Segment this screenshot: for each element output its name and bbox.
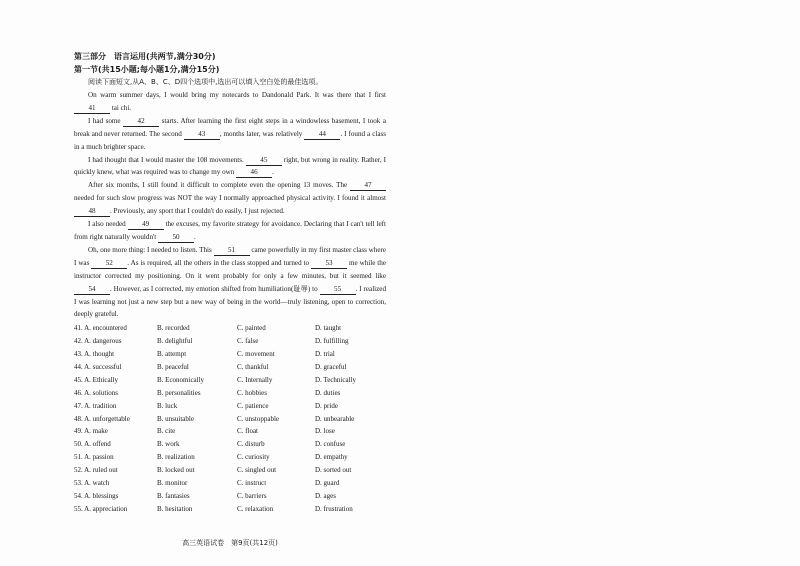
- passage-paragraph: [74, 244, 386, 321]
- blank-50: 50: [158, 232, 194, 243]
- option-choice: C. hobbies: [237, 388, 267, 397]
- option-row: [74, 413, 386, 426]
- option-choice: C. float: [237, 427, 258, 436]
- option-row: [74, 477, 386, 490]
- part-title: 第一节(共15小题;每小题1分,满分15分): [74, 65, 220, 74]
- passage-text: .: [272, 168, 274, 177]
- passage-text: On warm summer days, I would bring my notecards to Dandonald Park. It was there that I first: [88, 91, 386, 99]
- option-choice: 45. A. Ethically: [74, 375, 118, 384]
- passage-text: . I found a class in a much brighter space.: [74, 129, 386, 151]
- option-choice: B. luck: [157, 401, 178, 410]
- option-choice: 44. A. successful: [74, 362, 122, 371]
- option-row: [74, 425, 386, 438]
- passage-text: , months later, was relatively: [219, 129, 305, 138]
- blank-42: 42: [123, 116, 159, 127]
- passage-text: After six months, I still found it difficult to complete even the opening 13 moves. The: [88, 181, 350, 190]
- option-choice: D. graceful: [315, 362, 347, 371]
- option-choice: D. taught: [315, 324, 342, 333]
- option-choice: C. false: [237, 337, 259, 346]
- blank-55: 55: [320, 284, 356, 295]
- passage-text: right, but wrong in reality. Rather, I quickly knew, what was required was to change my own: [74, 155, 386, 177]
- option-choice: C. Internally: [237, 375, 273, 384]
- option-choice: B. Economically: [157, 375, 205, 384]
- blank-52: 52: [91, 258, 127, 269]
- passage-paragraph: [74, 218, 386, 244]
- option-row: [74, 503, 386, 516]
- passage-text: tai chi.: [110, 103, 132, 112]
- option-choice: D. Technically: [315, 375, 356, 384]
- option-choice: D. trial: [315, 350, 335, 359]
- option-choice: B. attempt: [157, 350, 187, 359]
- passage-paragraph: [74, 115, 386, 154]
- option-choice: C. disturb: [237, 440, 265, 449]
- blank-46: 46: [236, 167, 272, 178]
- blank-47: 47: [350, 180, 386, 191]
- option-row: [74, 387, 386, 400]
- passage: [74, 89, 386, 321]
- option-choice: C. patience: [237, 401, 269, 410]
- option-choice: B. work: [157, 440, 180, 449]
- option-choice: D. fulfilling: [315, 337, 349, 346]
- option-row: [74, 322, 386, 335]
- passage-text: .: [194, 232, 196, 241]
- option-choice: C. singled out: [237, 466, 277, 475]
- option-choice: C. curiosity: [237, 453, 270, 462]
- option-choice: B. locked out: [157, 466, 195, 475]
- option-choice: 50. A. offend: [74, 440, 111, 449]
- option-choice: 51. A. passion: [74, 453, 114, 462]
- option-choice: B. fantasies: [157, 491, 190, 500]
- option-choice: D. frustration: [315, 504, 353, 513]
- option-row: [74, 361, 386, 374]
- passage-text: came powerfully in my first master class where I was: [74, 245, 387, 267]
- option-row: [74, 374, 386, 387]
- section-title: 第三部分 语言运用(共两节,满分30分): [74, 52, 216, 61]
- option-row: [74, 400, 386, 413]
- option-choice: D. ages: [315, 491, 336, 500]
- option-choice: D. confuse: [315, 440, 346, 449]
- option-row: [74, 335, 386, 348]
- blank-49: 49: [128, 219, 164, 230]
- blank-51: 51: [214, 245, 250, 256]
- option-choice: C. instruct: [237, 479, 267, 487]
- option-choice: D. pride: [315, 401, 338, 410]
- option-choice: 49. A. make: [74, 427, 108, 436]
- option-row: [74, 438, 386, 451]
- blank-54: 54: [74, 284, 110, 295]
- blank-53: 53: [311, 258, 347, 269]
- options-list: [74, 322, 386, 515]
- option-choice: 43. A. thought: [74, 350, 115, 359]
- option-choice: B. realization: [157, 453, 195, 462]
- option-choice: B. cite: [157, 427, 176, 436]
- option-choice: 42. A. dangerous: [74, 337, 122, 346]
- option-choice: D. unbearable: [315, 414, 355, 423]
- passage-text: I had some: [88, 116, 124, 125]
- option-choice: B. delightful: [157, 337, 193, 346]
- blank-41: 41: [74, 103, 110, 114]
- option-choice: B. peaceful: [157, 362, 189, 371]
- option-choice: 52. A. ruled out: [74, 466, 118, 475]
- option-choice: D. duties: [315, 388, 341, 397]
- option-choice: D. sorted out: [315, 466, 352, 475]
- option-choice: 47. A. tradition: [74, 401, 117, 410]
- passage-text: I also needed: [88, 220, 128, 229]
- passage-text: . As is required, all the others in the class stopped and turned to: [127, 258, 312, 267]
- option-choice: 48. A. unforgettable: [74, 414, 130, 423]
- option-choice: C. movement: [237, 350, 275, 359]
- passage-text: . I realized I was learning not just a new step but a new way of being in the world—truly listening, open to correction, deeply grateful.: [74, 284, 386, 319]
- option-choice: B. unsuitable: [157, 414, 194, 423]
- option-choice: B. hesitation: [157, 504, 193, 513]
- option-choice: 55. A. appreciation: [74, 504, 128, 513]
- option-row: [74, 451, 386, 464]
- blank-44: 44: [304, 129, 340, 140]
- blank-43: 43: [184, 129, 220, 140]
- option-choice: D. guard: [315, 479, 340, 487]
- exam-sheet: [74, 50, 386, 516]
- passage-text: me while the instructor corrected my positioning. On it went probably for only a few minutes, but it seemed like: [74, 258, 386, 280]
- blank-48: 48: [74, 206, 110, 217]
- passage-paragraph: [74, 179, 386, 218]
- option-row: [74, 348, 386, 361]
- option-choice: B. monitor: [157, 479, 188, 487]
- passage-text: the excuses, my favorite strategy for avoidance. Declaring that I can't tell left from right naturally wouldn't: [74, 220, 386, 241]
- option-choice: C. painted: [237, 324, 266, 333]
- page-footer: 高三英语试卷 第9页(共12页): [182, 539, 278, 547]
- option-row: [74, 464, 386, 477]
- blank-45: 45: [246, 155, 282, 166]
- option-choice: C. barriers: [237, 491, 267, 500]
- option-choice: C. relaxation: [237, 504, 274, 513]
- passage-text: . However, as I corrected, my emotion shifted from humiliation(耻辱) to: [110, 284, 320, 293]
- option-choice: B. recorded: [157, 324, 190, 333]
- passage-paragraph: [74, 89, 386, 115]
- passage-text: needed for such slow progress was NOT the way I normally approached physical activity. I found it almost: [74, 194, 386, 203]
- option-choice: 41. A. encountered: [74, 324, 127, 333]
- passage-text: Oh, one more thing: I needed to listen. This: [88, 245, 214, 254]
- option-choice: C. thankful: [237, 362, 269, 371]
- option-choice: 53. A. watch: [74, 479, 110, 487]
- passage-text: I had thought that I would master the 108 movements.: [88, 155, 246, 164]
- instruction-text: 阅读下面短文,从A、B、C、D四个选项中,选出可以填入空白处的最佳选项。: [88, 78, 323, 86]
- option-choice: 46. A. solutions: [74, 388, 118, 397]
- passage-text: . Previously, any sport that I couldn't do easily, I just rejected.: [110, 207, 285, 216]
- option-row: [74, 490, 386, 503]
- option-choice: C. unstoppable: [237, 414, 279, 423]
- option-choice: B. personalities: [157, 388, 201, 397]
- option-choice: 54. A. blessings: [74, 491, 119, 500]
- passage-text: starts. After learning the first eight steps in a windowless basement, I took a break and never returned. The second: [74, 116, 386, 138]
- passage-paragraph: [74, 154, 386, 180]
- option-choice: D. empathy: [315, 453, 348, 462]
- option-choice: D. lose: [315, 427, 335, 436]
